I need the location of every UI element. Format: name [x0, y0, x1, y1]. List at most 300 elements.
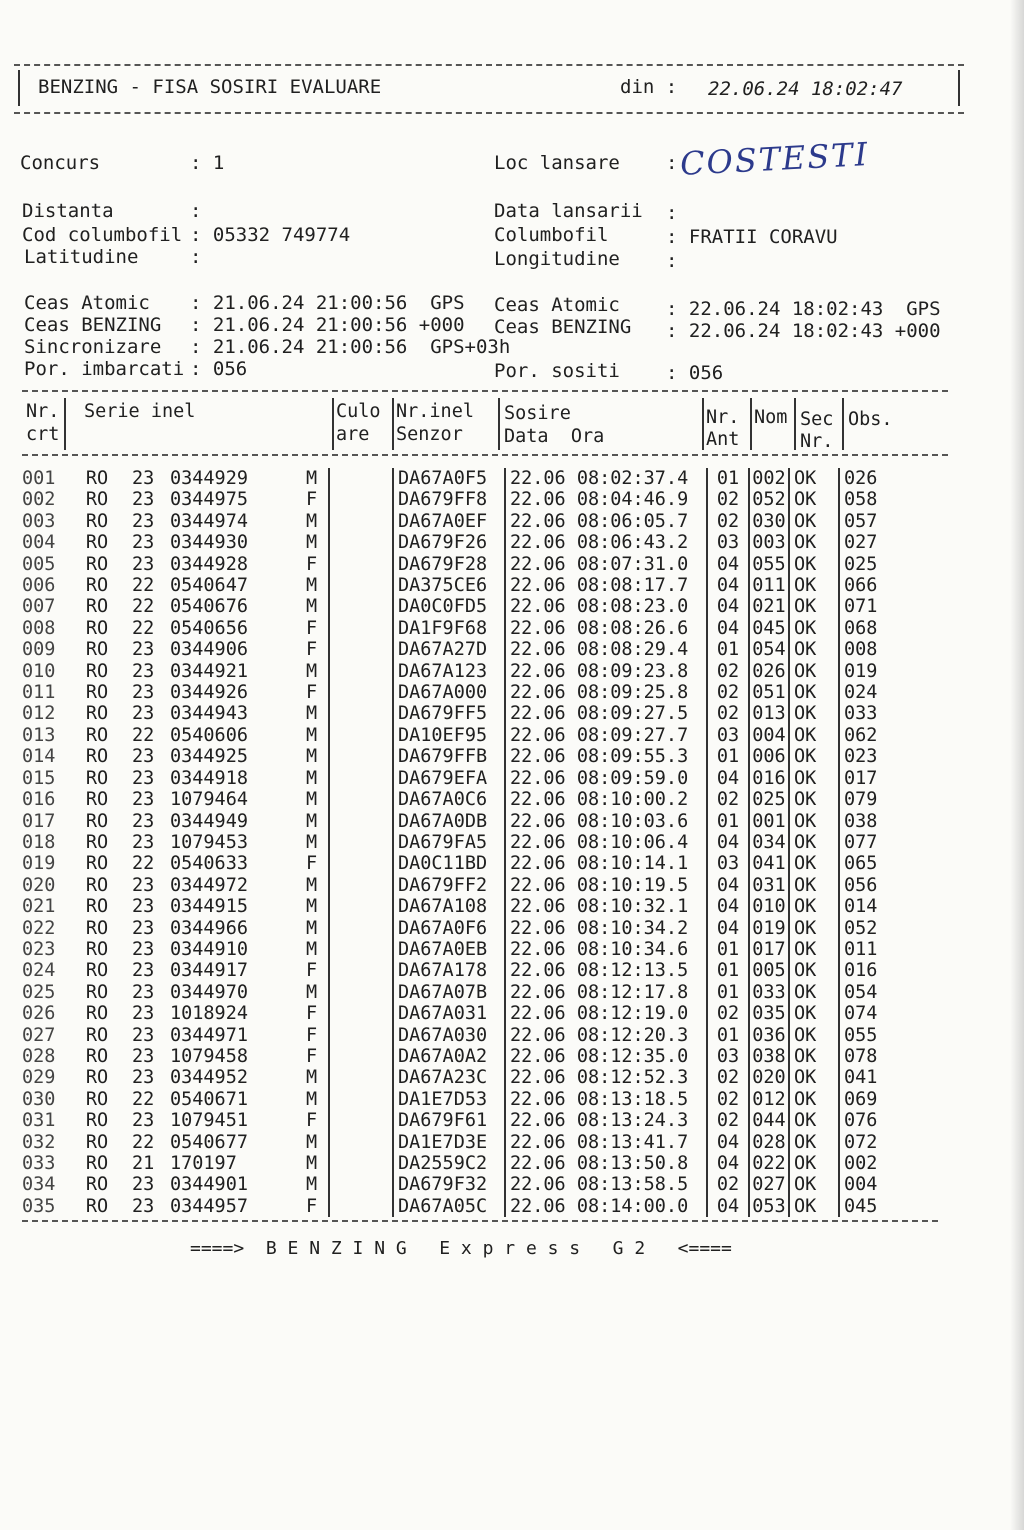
- row-nom: 053: [749, 1196, 789, 1217]
- row-obs: 045: [839, 1196, 924, 1217]
- row-country: RO: [85, 596, 109, 618]
- concurs-value: : 1: [190, 152, 225, 174]
- row-ring: 0344929: [170, 468, 248, 489]
- cod-columbofil-value: : 05332 749774: [190, 224, 351, 246]
- row-nr: 007: [22, 596, 56, 618]
- row-sex: M: [306, 660, 318, 682]
- row-country: RO: [85, 553, 109, 575]
- row-color: [329, 1196, 393, 1217]
- row-sex: M: [306, 724, 318, 746]
- row-nom: 034: [749, 832, 789, 853]
- din-label: din :: [620, 76, 678, 98]
- row-year: 22: [132, 1131, 155, 1153]
- row-nr: 026: [22, 1003, 56, 1025]
- row-sex: F: [306, 639, 318, 661]
- row-nom: 033: [749, 982, 789, 1003]
- row-nom: 054: [749, 639, 789, 660]
- row-ring: 0344970: [170, 981, 248, 1003]
- row-nom: 036: [749, 1025, 789, 1046]
- cod-columbofil-label: Cod columbofil: [22, 224, 183, 246]
- row-antenna: 02: [707, 489, 749, 510]
- row-sex: M: [306, 789, 318, 811]
- row-arrival: 22.06 08:02:37.4: [505, 468, 707, 489]
- row-sec: OK: [789, 468, 839, 489]
- row-sex: F: [306, 1003, 318, 1025]
- row-sec: OK: [789, 511, 839, 532]
- ceas-atomic-end-value: : 22.06.24 18:02:43 GPS: [666, 298, 941, 320]
- row-sensor: DA679F32: [393, 1174, 505, 1195]
- row-obs: 054: [839, 982, 924, 1003]
- row-color: [329, 982, 393, 1003]
- row-sec: OK: [789, 960, 839, 981]
- row-nom: 019: [749, 918, 789, 939]
- row-obs: 024: [839, 682, 924, 703]
- row-obs: 068: [839, 618, 924, 639]
- row-sex: F: [306, 1110, 318, 1132]
- row-nr: 015: [22, 767, 56, 789]
- row-obs: 026: [839, 468, 924, 489]
- row-antenna: 02: [707, 789, 749, 810]
- sincronizare-label: Sincronizare: [24, 336, 162, 358]
- row-year: 23: [132, 896, 155, 918]
- row-antenna: 02: [707, 1089, 749, 1110]
- row-antenna: 03: [707, 853, 749, 874]
- row-obs: 071: [839, 596, 924, 617]
- row-sec: OK: [789, 618, 839, 639]
- row-sensor: DA1F9F68: [393, 618, 505, 639]
- col-obs-label: Obs.: [848, 409, 893, 430]
- row-ring: 0540606: [170, 724, 248, 746]
- row-arrival: 22.06 08:06:43.2: [505, 532, 707, 553]
- row-nr: 006: [22, 575, 56, 597]
- row-ring: 170197: [170, 1153, 237, 1174]
- row-nom: 021: [749, 596, 789, 617]
- table-row: [22, 511, 924, 532]
- row-arrival: 22.06 08:10:00.2: [505, 789, 707, 810]
- report-title: BENZING - FISA SOSIRI EVALUARE: [38, 76, 382, 98]
- col-nr-label: Nr.: [26, 401, 60, 422]
- row-arrival: 22.06 08:10:34.2: [505, 918, 707, 939]
- row-sex: F: [306, 853, 318, 875]
- table-row: [22, 789, 924, 810]
- row-year: 23: [132, 703, 155, 725]
- row-ring: 0344910: [170, 938, 248, 960]
- table-row: [22, 939, 924, 960]
- row-sex: M: [306, 596, 318, 618]
- row-year: 22: [132, 724, 155, 746]
- row-arrival: 22.06 08:13:41.7: [505, 1132, 707, 1153]
- row-ring: 0344975: [170, 489, 248, 511]
- row-nr: 033: [22, 1153, 56, 1174]
- row-sec: OK: [789, 575, 839, 596]
- row-color: [329, 596, 393, 617]
- row-nr: 032: [22, 1131, 56, 1153]
- row-year: 23: [132, 1003, 155, 1025]
- row-color: [329, 1132, 393, 1153]
- row-obs: 025: [839, 554, 924, 575]
- col-sep: [332, 398, 334, 450]
- row-year: 23: [132, 489, 155, 511]
- row-antenna: 04: [707, 1196, 749, 1217]
- row-sensor: DA67A23C: [393, 1067, 505, 1088]
- row-country: RO: [85, 981, 109, 1003]
- row-country: RO: [85, 489, 109, 511]
- row-sec: OK: [789, 875, 839, 896]
- row-country: RO: [85, 831, 109, 853]
- row-antenna: 01: [707, 960, 749, 981]
- row-color: [329, 1046, 393, 1067]
- row-antenna: 01: [707, 982, 749, 1003]
- row-year: 23: [132, 1024, 155, 1046]
- row-nr: 018: [22, 831, 56, 853]
- table-row: [22, 1089, 924, 1110]
- row-sensor: DA679FA5: [393, 832, 505, 853]
- row-year: 23: [132, 468, 155, 489]
- row-color: [329, 832, 393, 853]
- row-nom: 011: [749, 575, 789, 596]
- row-nom: 013: [749, 703, 789, 724]
- row-country: RO: [85, 1110, 109, 1132]
- row-ring: 0344915: [170, 896, 248, 918]
- table-row: [22, 896, 924, 917]
- row-antenna: 04: [707, 575, 749, 596]
- table-row: [22, 532, 924, 553]
- col-sep: [750, 398, 752, 450]
- row-sex: F: [306, 489, 318, 511]
- row-sensor: DA67A0EB: [393, 939, 505, 960]
- row-obs: 056: [839, 875, 924, 896]
- row-sensor: DA1E7D53: [393, 1089, 505, 1110]
- row-sensor: DA0C11BD: [393, 853, 505, 874]
- row-nr: 030: [22, 1088, 56, 1110]
- row-ring: 1079464: [170, 789, 248, 811]
- header-top-rule: [14, 64, 964, 66]
- row-nr: 027: [22, 1024, 56, 1046]
- row-nom: 022: [749, 1153, 789, 1174]
- col-sep: [64, 398, 66, 450]
- row-nr: 035: [22, 1195, 56, 1217]
- concurs-label: Concurs: [20, 152, 101, 174]
- row-color: [329, 618, 393, 639]
- table-row: [22, 1067, 924, 1088]
- row-obs: 014: [839, 896, 924, 917]
- row-country: RO: [85, 468, 109, 489]
- row-nom: 020: [749, 1067, 789, 1088]
- row-ring: 0540677: [170, 1131, 248, 1153]
- row-nom: 004: [749, 725, 789, 746]
- row-arrival: 22.06 08:10:34.6: [505, 939, 707, 960]
- row-nr: 019: [22, 853, 56, 875]
- row-year: 23: [132, 553, 155, 575]
- row-sec: OK: [789, 939, 839, 960]
- row-nom: 035: [749, 1003, 789, 1024]
- row-color: [329, 939, 393, 960]
- row-obs: 027: [839, 532, 924, 553]
- row-year: 23: [132, 746, 155, 768]
- row-obs: 058: [839, 489, 924, 510]
- row-ring: 0540656: [170, 617, 248, 639]
- col-sec-label: Sec: [800, 409, 834, 430]
- header-left-bar: [18, 70, 20, 106]
- row-nom: 005: [749, 960, 789, 981]
- table-row: [22, 596, 924, 617]
- row-color: [329, 875, 393, 896]
- row-arrival: 22.06 08:12:35.0: [505, 1046, 707, 1067]
- row-obs: 008: [839, 639, 924, 660]
- row-sec: OK: [789, 853, 839, 874]
- data-lansarii-label: Data lansarii: [494, 200, 643, 222]
- row-obs: 057: [839, 511, 924, 532]
- row-country: RO: [85, 575, 109, 597]
- row-nom: 045: [749, 618, 789, 639]
- table-row: [22, 1025, 924, 1046]
- row-ring: 0540676: [170, 596, 248, 618]
- col-ant-label: Ant: [706, 429, 740, 450]
- row-year: 22: [132, 575, 155, 597]
- row-antenna: 02: [707, 703, 749, 724]
- row-obs: 002: [839, 1153, 924, 1174]
- row-ring: 0344957: [170, 1195, 248, 1217]
- table-row: [22, 1110, 924, 1131]
- row-ring: 1079458: [170, 1045, 248, 1067]
- row-nr: 016: [22, 789, 56, 811]
- row-country: RO: [85, 682, 109, 704]
- row-nr: 001: [22, 468, 56, 489]
- row-ring: 0344918: [170, 767, 248, 789]
- row-sec: OK: [789, 1089, 839, 1110]
- row-country: RO: [85, 724, 109, 746]
- row-nom: 017: [749, 939, 789, 960]
- row-ring: 0540647: [170, 575, 248, 597]
- header-right-bar: [958, 70, 960, 106]
- row-arrival: 22.06 08:10:03.6: [505, 811, 707, 832]
- row-country: RO: [85, 532, 109, 554]
- row-arrival: 22.06 08:06:05.7: [505, 511, 707, 532]
- table-row: [22, 618, 924, 639]
- col-senzor-label: Senzor: [396, 424, 463, 445]
- por-sositi-value: : 056: [666, 362, 724, 384]
- latitudine-label: Latitudine: [24, 246, 139, 268]
- row-sensor: DA67A031: [393, 1003, 505, 1024]
- row-sex: M: [306, 938, 318, 960]
- row-country: RO: [85, 896, 109, 918]
- row-antenna: 03: [707, 532, 749, 553]
- row-nr: 011: [22, 682, 56, 704]
- ceas-benzing-end-label: Ceas BENZING: [494, 316, 632, 338]
- row-ring: 0344906: [170, 639, 248, 661]
- row-obs: 077: [839, 832, 924, 853]
- row-sensor: DA67A27D: [393, 639, 505, 660]
- row-nom: 012: [749, 1089, 789, 1110]
- row-color: [329, 811, 393, 832]
- row-sensor: DA375CE6: [393, 575, 505, 596]
- loc-lansare-label: Loc lansare: [494, 152, 620, 174]
- row-color: [329, 918, 393, 939]
- longitudine-value: :: [666, 250, 678, 272]
- row-nom: 010: [749, 896, 789, 917]
- row-obs: 062: [839, 725, 924, 746]
- latitudine-value: :: [190, 246, 202, 268]
- row-country: RO: [85, 617, 109, 639]
- table-row: [22, 725, 924, 746]
- benzing-footer: ====> B E N Z I N G E x p r e s s G 2 <====: [190, 1238, 732, 1259]
- row-country: RO: [85, 746, 109, 768]
- row-country: RO: [85, 660, 109, 682]
- row-year: 23: [132, 1045, 155, 1067]
- row-color: [329, 703, 393, 724]
- row-nr: 004: [22, 532, 56, 554]
- row-country: RO: [85, 510, 109, 532]
- row-sex: M: [306, 575, 318, 597]
- table-row: [22, 554, 924, 575]
- row-sec: OK: [789, 1067, 839, 1088]
- row-ring: 0344901: [170, 1174, 248, 1196]
- row-color: [329, 1067, 393, 1088]
- row-nom: 003: [749, 532, 789, 553]
- row-arrival: 22.06 08:12:13.5: [505, 960, 707, 981]
- row-antenna: 04: [707, 832, 749, 853]
- row-sex: M: [306, 1153, 318, 1174]
- row-nom: 001: [749, 811, 789, 832]
- row-arrival: 22.06 08:12:52.3: [505, 1067, 707, 1088]
- data-lansarii-value: :: [666, 202, 678, 224]
- row-nr: 024: [22, 960, 56, 982]
- table-row: [22, 1003, 924, 1024]
- row-sex: M: [306, 831, 318, 853]
- row-nom: 026: [749, 661, 789, 682]
- row-nom: 027: [749, 1174, 789, 1195]
- row-ring: 0344949: [170, 810, 248, 832]
- row-nr: 013: [22, 724, 56, 746]
- row-obs: 038: [839, 811, 924, 832]
- row-sensor: DA67A0C6: [393, 789, 505, 810]
- row-year: 23: [132, 1174, 155, 1196]
- row-sec: OK: [789, 1003, 839, 1024]
- row-sex: M: [306, 1067, 318, 1089]
- row-sensor: DA67A0EF: [393, 511, 505, 532]
- row-color: [329, 960, 393, 981]
- row-color: [329, 1174, 393, 1195]
- row-sensor: DA679F26: [393, 532, 505, 553]
- row-country: RO: [85, 1067, 109, 1089]
- row-nr: 017: [22, 810, 56, 832]
- row-year: 23: [132, 810, 155, 832]
- row-obs: 074: [839, 1003, 924, 1024]
- table-row: [22, 875, 924, 896]
- row-nr: 031: [22, 1110, 56, 1132]
- table-top-rule: [22, 390, 948, 392]
- row-nr: 012: [22, 703, 56, 725]
- row-ring: 0344943: [170, 703, 248, 725]
- row-arrival: 22.06 08:09:55.3: [505, 746, 707, 767]
- row-sec: OK: [789, 1025, 839, 1046]
- row-country: RO: [85, 703, 109, 725]
- row-antenna: 03: [707, 725, 749, 746]
- row-country: RO: [85, 1024, 109, 1046]
- row-year: 23: [132, 960, 155, 982]
- row-sec: OK: [789, 896, 839, 917]
- row-color: [329, 511, 393, 532]
- row-nr: 003: [22, 510, 56, 532]
- row-color: [329, 468, 393, 489]
- por-sositi-label: Por. sositi: [494, 360, 620, 382]
- row-sensor: DA679FF8: [393, 489, 505, 510]
- row-year: 23: [132, 917, 155, 939]
- row-nom: 041: [749, 853, 789, 874]
- row-arrival: 22.06 08:10:06.4: [505, 832, 707, 853]
- row-year: 23: [132, 789, 155, 811]
- row-sec: OK: [789, 489, 839, 510]
- row-obs: 052: [839, 918, 924, 939]
- row-country: RO: [85, 1003, 109, 1025]
- table-row: [22, 682, 924, 703]
- row-sensor: DA679FF2: [393, 875, 505, 896]
- row-nom: 031: [749, 875, 789, 896]
- sincronizare-value: : 21.06.24 21:00:56 GPS+03h: [190, 336, 511, 358]
- row-ring: 0344972: [170, 874, 248, 896]
- columbofil-label: Columbofil: [494, 224, 609, 246]
- row-ring: 0540671: [170, 1088, 248, 1110]
- row-obs: 072: [839, 1132, 924, 1153]
- longitudine-label: Longitudine: [494, 248, 620, 270]
- row-antenna: 02: [707, 1003, 749, 1024]
- row-obs: 078: [839, 1046, 924, 1067]
- row-ring: 0344928: [170, 553, 248, 575]
- row-year: 23: [132, 1067, 155, 1089]
- row-antenna: 02: [707, 1174, 749, 1195]
- row-sec: OK: [789, 554, 839, 575]
- page-edge-shadow: [1010, 0, 1024, 1530]
- row-sensor: DA67A0F5: [393, 468, 505, 489]
- row-sec: OK: [789, 725, 839, 746]
- row-antenna: 04: [707, 896, 749, 917]
- row-antenna: 04: [707, 918, 749, 939]
- row-nr: 028: [22, 1045, 56, 1067]
- row-sensor: DA67A108: [393, 896, 505, 917]
- row-obs: 041: [839, 1067, 924, 1088]
- col-sep: [392, 398, 394, 450]
- row-obs: 076: [839, 1110, 924, 1131]
- row-ring: 0344966: [170, 917, 248, 939]
- row-color: [329, 639, 393, 660]
- row-country: RO: [85, 960, 109, 982]
- row-sec: OK: [789, 918, 839, 939]
- row-sensor: DA679F61: [393, 1110, 505, 1131]
- row-sec: OK: [789, 811, 839, 832]
- row-year: 23: [132, 874, 155, 896]
- row-antenna: 04: [707, 618, 749, 639]
- row-sec: OK: [789, 1132, 839, 1153]
- row-nom: 055: [749, 554, 789, 575]
- row-country: RO: [85, 938, 109, 960]
- row-country: RO: [85, 789, 109, 811]
- row-sensor: DA0C0FD5: [393, 596, 505, 617]
- row-year: 23: [132, 938, 155, 960]
- row-sex: M: [306, 917, 318, 939]
- row-sex: M: [306, 746, 318, 768]
- row-antenna: 02: [707, 1110, 749, 1131]
- row-sex: F: [306, 1024, 318, 1046]
- table-row: [22, 1046, 924, 1067]
- row-ring: 0344925: [170, 746, 248, 768]
- row-arrival: 22.06 08:08:26.6: [505, 618, 707, 639]
- row-sec: OK: [789, 1153, 839, 1174]
- row-sex: F: [306, 960, 318, 982]
- row-year: 21: [132, 1153, 155, 1174]
- row-sensor: DA2559C2: [393, 1153, 505, 1174]
- row-country: RO: [85, 810, 109, 832]
- row-sex: F: [306, 617, 318, 639]
